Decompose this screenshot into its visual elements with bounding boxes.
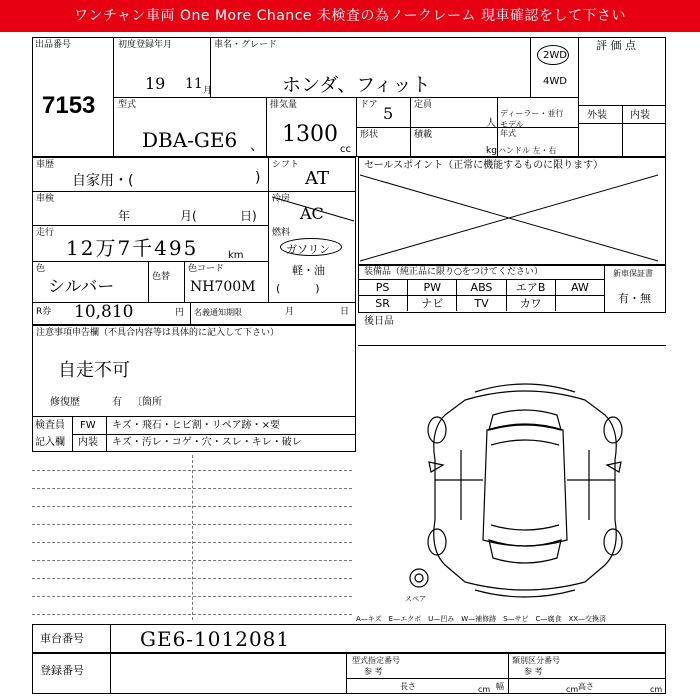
tax-day: 日 — [340, 307, 350, 317]
warning-banner: ワンチャン車両 One More Chance 未検査の為ノークレーム 現車確認をして下さい — [0, 0, 700, 32]
dashed-divider — [192, 455, 193, 620]
fuel-label: 燃料 — [272, 228, 291, 238]
tax-month: 月 — [285, 307, 295, 317]
chassis-label: 車台番号 — [40, 632, 84, 645]
tax-label: 名義通知期限 — [194, 308, 242, 317]
equipment-item: ナビ — [407, 295, 456, 311]
chassis-box — [32, 624, 666, 653]
category-reference-label: 参 考 — [524, 667, 543, 676]
displacement-label: 排気量 — [270, 100, 298, 110]
first-registration-year: 19 — [145, 74, 166, 93]
type-designation-label: 型式指定番号 — [352, 656, 400, 665]
drive-2wd: 2WD — [543, 50, 567, 61]
inspection-year: 年 — [118, 209, 131, 223]
color-value: シルバー — [48, 277, 115, 297]
interior-code-label: 内装 — [78, 437, 98, 448]
width-unit: cm — [566, 685, 579, 694]
fuel-diesel: 軽・油 — [292, 264, 325, 277]
color-change-label: 色替 — [152, 272, 171, 282]
rating-label: 評 価 点 — [596, 39, 636, 52]
color-code-label: 色コード — [188, 264, 225, 274]
lot-number: 7153 — [42, 92, 96, 119]
spare-label: スペア — [405, 595, 426, 603]
equipment-item: AW — [555, 279, 604, 295]
equipment-title: 装備品（純正品に限り○をつけてください） — [364, 267, 543, 277]
inspector-label: 検査員 — [35, 420, 65, 431]
displacement-unit: cc — [340, 144, 351, 155]
height-label: 高さ — [578, 682, 594, 691]
warranty-value: 有・無 — [618, 292, 651, 305]
width-label: 幅 — [496, 682, 504, 691]
notes-box — [32, 325, 356, 452]
first-registration-label: 初度登録年月 — [118, 40, 173, 50]
recycle-unit: 円 — [175, 308, 185, 318]
doors-label: ドア — [360, 100, 378, 110]
history-value: 自家用・( — [72, 173, 134, 189]
car-name-label: 車名・グレード — [214, 40, 278, 50]
length-label: 長さ — [400, 682, 416, 691]
notes-title: 注意事項申告欄（不具合内容等は具体的に記入して下さい） — [36, 328, 280, 338]
displacement-value: 1300 — [282, 122, 338, 147]
shift-label: シフト — [272, 160, 300, 170]
fw-label: FW — [80, 420, 96, 431]
inspection-day: 日) — [240, 209, 257, 223]
exterior-rating-label: 外装 — [587, 110, 607, 121]
notes-content: 自走不可 — [58, 360, 130, 381]
shape-label: 形状 — [360, 130, 379, 140]
selling-point-cross — [358, 157, 666, 265]
model-year-label: モデル 年式 — [500, 120, 524, 138]
inspection-month: 月( — [180, 209, 197, 223]
fuel-gasoline-circle — [280, 238, 342, 256]
history-label: 車歴 — [36, 160, 55, 170]
rear-items-label: 後日品 — [364, 316, 394, 327]
equipment-item: カワ — [506, 295, 555, 311]
mileage-unit: km — [228, 250, 244, 261]
recycle-label: R券 — [36, 307, 52, 317]
repair-label: 修復歴 — [50, 397, 80, 408]
equipment-item: PS — [358, 279, 407, 295]
inspection-label: 車検 — [36, 194, 55, 204]
cooling-strike-mark — [270, 193, 356, 224]
kg-unit: kg — [486, 146, 497, 156]
capacity-label: 定員 — [414, 100, 433, 110]
shift-value: AT — [305, 168, 330, 189]
color-label: 色 — [36, 264, 46, 274]
chassis-value: GE6-1012081 — [140, 627, 291, 651]
history-close: ) — [255, 170, 261, 186]
entry-label: 記入欄 — [35, 437, 65, 448]
fuel-paren: ( ) — [276, 282, 320, 295]
warranty-label: 新車保証書 — [613, 269, 653, 278]
month-suffix: 月 — [203, 86, 213, 96]
equipment-item — [555, 295, 604, 311]
length-unit: cm — [478, 685, 491, 694]
drive-2wd-circle — [537, 45, 569, 65]
car-name: ホンダ、フィット — [282, 74, 431, 96]
equipment-item: ABS — [456, 279, 505, 295]
capacity-unit: 人 — [486, 118, 496, 129]
mileage-label: 走行 — [36, 228, 55, 238]
equipment-item: SR — [358, 295, 407, 311]
lot-label: 出品番号 — [35, 40, 72, 50]
selling-point-title: セールスポイント（正常に機能するものに限ります） — [364, 160, 604, 171]
model-suffix: 、 — [250, 138, 264, 154]
color-code-value: NH700M — [190, 279, 256, 295]
height-unit: cm — [650, 685, 663, 694]
dealer-label: ディーラー・並行 — [500, 109, 564, 118]
car-damage-diagram — [405, 370, 645, 605]
mileage-value: 12万7千495 — [66, 236, 199, 260]
model-value: DBA-GE6 — [142, 128, 238, 152]
cooling-label: 冷房 — [272, 194, 291, 204]
equipment-item: PW — [407, 279, 456, 295]
damage-legend: A—キズ E—エクボ U—凹み W—補修跡 S—サビ C—腐食 XX—交換済 — [356, 615, 607, 623]
load-label: 積載 — [414, 130, 433, 140]
exterior-codes: キズ・飛石・ヒビ割・リペア跡・×要 — [112, 420, 280, 431]
interior-rating-label: 内装 — [630, 110, 650, 121]
first-registration-month: 11 — [185, 76, 203, 92]
cooling-value: AC — [300, 204, 324, 223]
repair-place: 〔箇所 — [132, 397, 162, 408]
category-label: 類別区分番号 — [512, 656, 560, 665]
recycle-value: 10,810 — [74, 302, 134, 322]
equipment-item: エアB — [506, 279, 555, 295]
fuel-gasoline: ガソリン — [286, 243, 330, 256]
repair-value: 有 — [112, 397, 122, 408]
interior-codes: キズ・汚レ・コゲ・穴・スレ・キレ・破レ — [112, 437, 302, 448]
model-label: 型式 — [118, 100, 137, 110]
drive-4wd: 4WD — [543, 76, 567, 87]
handle-label: ハンドル 左・右 — [498, 146, 557, 155]
registration-label: 登録番号 — [40, 664, 84, 677]
doors-value: 5 — [383, 104, 394, 123]
type-reference-label: 参 考 — [364, 667, 383, 676]
equipment-item: TV — [456, 295, 505, 311]
